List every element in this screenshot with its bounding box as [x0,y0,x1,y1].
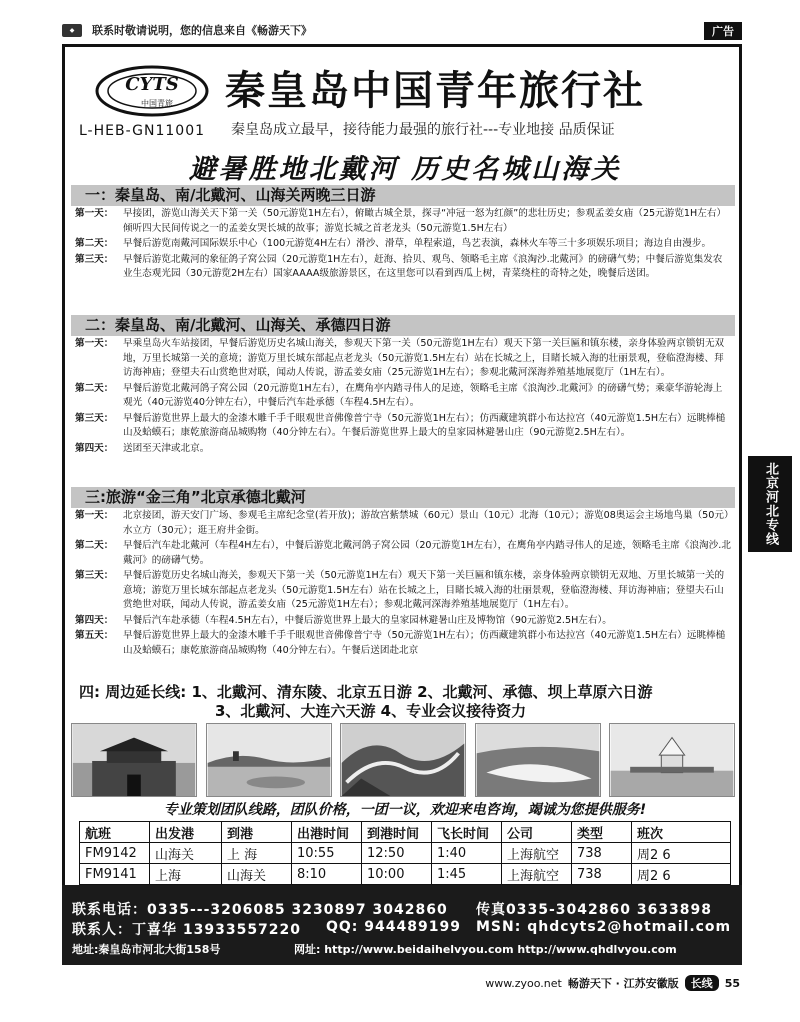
day-text: 早餐后游览北戴河的象征鸽子窝公园（20元游览1H左右），赶海、拾贝、观鸟、领略毛主席《浪淘沙.北戴河》的磅礴气势；中餐后游览集发农业生态观光园（30元游览2H左右）国家AAAA级旅游景区，在这里您可以看到西瓜上树，青菜绕柱的奇特之处，晚餐后送团。 [123,253,723,279]
top-notice: 联系时敬请说明，您的信息来自《畅游天下》 [92,24,312,37]
contact-person: 联系人：丁喜华 13933557220 [72,922,302,938]
photo-seaside-building [609,723,735,797]
col-type: 类型 [572,822,632,843]
page-number: 55 [724,976,740,990]
contact-website[interactable]: 网址: http://www.beidaihelvyou.com http://www.qhdlvyou.com [294,943,677,956]
day-label: 第四天： [75,442,114,454]
brand-slogan: 秦皇岛成立最早，接待能力最强的旅行社---专业地接 品质保证 [231,122,615,138]
itinerary-row [71,629,735,658]
day-text: 早餐后游览北戴河鸽子窝公园（20元游览1H左右），在鹰角亭内踏寻伟人的足迹，领略毛主席《浪淘沙.北戴河》的磅礴气势；乘豪华游轮海上观光（40元游览40分钟左右），中餐后汽车赴承德（车程4.5H左右）。 [123,382,723,408]
contact-phone: 联系电话：0335---3206085 3230897 3042860 [72,902,448,918]
magazine-logo-icon: ◆ [62,24,82,37]
flight-table-header [80,822,731,843]
day-text: 早餐后游览历史名城山海关，参观天下第一关（50元游览1H左右）观天下第一关巨匾和镇东楼，亲身体验两京锁钥无双地、万里长城第一关的意境；游览万里长城东部起点老龙头（50元游览1.5H左右）站在长城之上，目睹长城入海的壮丽景观，登临澄海楼、拜访海神庙；登望夫石山赏绝世对联，闻动人传说，游孟姜女庙（25元游览1H左右）；参观北戴河深海养殖基地展览厅（1H左右）。 [123,570,725,610]
photo-grassland-lake [475,723,601,797]
day-label: 第二天： [75,238,114,249]
contact-block [62,885,742,965]
col-flight: 航班 [80,822,150,843]
itinerary-row [71,237,735,252]
footer-magazine: 畅游天下 · 江苏安徽版 [567,977,679,990]
itinerary-row [71,337,735,381]
license-code: L-HEB-GN11001 [79,123,206,139]
itinerary-row [71,207,735,236]
logo-text: CYTS [125,74,179,95]
service-tagline: 专业策划团队线路，团队价格，一团一议，欢迎来电咨询，竭诚为您提供服务! [163,802,647,818]
itinerary-row [71,539,735,568]
route-title: 二：秦皇岛、南/北戴河、山海关、承德四日游 [71,315,735,336]
day-label: 第二天： [75,382,114,394]
col-arrival: 到港 [222,822,292,843]
day-label: 第二天： [75,540,114,551]
contact-address: 地址:秦皇岛市河北大街158号 [72,943,221,956]
footer-site[interactable]: www.zyoo.net [485,976,562,990]
headline: 避暑胜地北戴河 历史名城山海关 [188,154,622,185]
itinerary-row [71,442,735,457]
side-section-label: 北京河北专线 [748,456,792,552]
col-departure: 出发港 [150,822,222,843]
day-label: 第一天： [75,510,114,521]
col-arr-time: 到港时间 [362,822,432,843]
route-section-3 [71,487,735,658]
col-schedule: 班次 [632,822,731,843]
day-label: 第三天： [75,412,114,424]
col-duration: 飞长时间 [432,822,502,843]
flight-table [79,821,731,885]
contact-msn: MSN: qhdcyts2@hotmail.com [476,919,732,935]
contact-qq: QQ: 944489199 [326,919,461,935]
col-dep-time: 出港时间 [292,822,362,843]
day-text: 早餐后游览南戴河国际娱乐中心（100元游览4H左右）滑沙、滑草，单程索道，鸟艺表演，森林火车等三十多项娱乐项目；海边自由漫步。 [123,238,712,249]
itinerary-row [71,569,735,613]
photo-great-wall [340,723,466,797]
day-label: 第三天： [75,570,114,581]
itinerary-row [71,509,735,538]
itinerary-row [71,614,735,629]
route-title: 一：秦皇岛、南/北戴河、山海关两晚三日游 [71,185,735,206]
col-airline: 公司 [502,822,572,843]
ad-frame [62,44,742,964]
extension-line-2: 3、北戴河、大连六天游 4、专业会议接待资力 [215,702,527,720]
day-text: 送团至天津或北京。 [123,442,210,454]
cyts-logo-icon [93,63,211,119]
day-label: 第四天： [75,614,114,626]
route-title: 三:旅游“金三角”北京承德北戴河 [71,487,735,508]
photo-strip [71,723,735,797]
page-footer [485,975,740,991]
day-label: 第三天： [75,253,114,265]
itinerary-row [71,412,735,441]
route-section-2 [71,315,735,456]
contact-fax: 传真0335-3042860 3633898 [476,902,713,918]
day-text: 早餐后汽车赴北戴河（车程4H左右），中餐后游览北戴河鸽子窝公园（20元游览1H左右），在鹰角亭内踏寻伟人的足迹，领略毛主席《浪淘沙.北戴河》的磅礴气势。 [123,540,731,566]
route-section-1 [71,185,735,282]
table-row: FM9141 上海 山海关 8:10 10:00 1:45 上海航空 738 周2 6 [80,864,731,885]
extension-routes [79,683,653,721]
top-notice-bar [62,20,742,40]
photo-shanhaiguan-gate [71,723,197,797]
extension-line-1: 四: 周边延长线: 1、北戴河、清东陵、北京五日游 2、北戴河、承德、坝上草原六日游 [79,683,653,701]
brand-title: 秦皇岛中国青年旅行社 [225,68,645,114]
day-label: 第五天： [75,630,114,641]
day-text: 早餐后游览世界上最大的金漆木雕千手千眼观世音佛像普宁寺（50元游览1H左右）；仿西藏建筑群小布达拉宫（40元游览1.5H左右）远眺棒槌山及蛤蟆石；康乾旅游商品城购物（40分钟左右）。午餐后游览世界上最大的皇家园林避暑山庄（90元游览2.5H左右）。 [123,412,726,438]
footer-section: 长线 [685,975,719,991]
day-text: 早乘皇岛火车站接团，早餐后游览历史名城山海关，参观天下第一关（50元游览1H左右）观天下第一关巨匾和镇东楼，亲身体验两京锁钥无双地，万里长城第一关的意境；游览万里长城东部起点老龙头（50元游览1.5H左右）站在长城之上，目睹长城入海的壮丽景观，登临澄海楼、拜访海神庙；登望夫石山赏绝世对联，闻动人传说，游孟姜女庙（25元游览1H左右）；参观北戴河深海养殖基地展览厅（1H左右）。 [123,338,725,378]
day-text: 早餐后游览世界上最大的金漆木雕千手千眼观世音佛像普宁寺（50元游览1H左右）；仿西藏建筑群小布达拉宫（40元游览1.5H左右）远眺棒槌山及蛤蟆石；康乾旅游商品城购物（40分钟左右）。午餐后送团赴北京 [123,630,726,656]
day-label: 第一天： [75,208,114,219]
photo-beidaihe-coast [206,723,332,797]
day-text: 早接团，游览山海关天下第一关（50元游览1H左右），俯瞰古城全景，探寻“冲冠一怒为红颜”的悲壮历史；参观孟姜女庙（25元游览1H左右）倾听四大民间传说之一的孟姜女哭长城的故事；游览长城之首老龙头（50元游览1.5H左右） [123,208,727,234]
ad-tag: 广告 [704,22,742,40]
day-text: 早餐后汽车赴承德（车程4.5H左右），中餐后游览世界上最大的皇家园林避暑山庄及博物馆（90元游览2.5H左右）。 [123,614,612,626]
day-label: 第一天： [75,338,114,349]
itinerary-row [71,382,735,411]
logo-subtext: 中国青旅 [141,99,173,108]
day-text: 北京接团，游天安门广场、参观毛主席纪念堂(若开放)；游故宫紫禁城（60元）景山（10元）北海（10元）；游览08奥运会主场地鸟巢（50元）水立方（30元）；逛王府井金街。 [123,510,729,536]
table-row: FM9142 山海关 上 海 10:55 12:50 1:40 上海航空 738 周2 6 [80,843,731,864]
itinerary-row [71,253,735,282]
